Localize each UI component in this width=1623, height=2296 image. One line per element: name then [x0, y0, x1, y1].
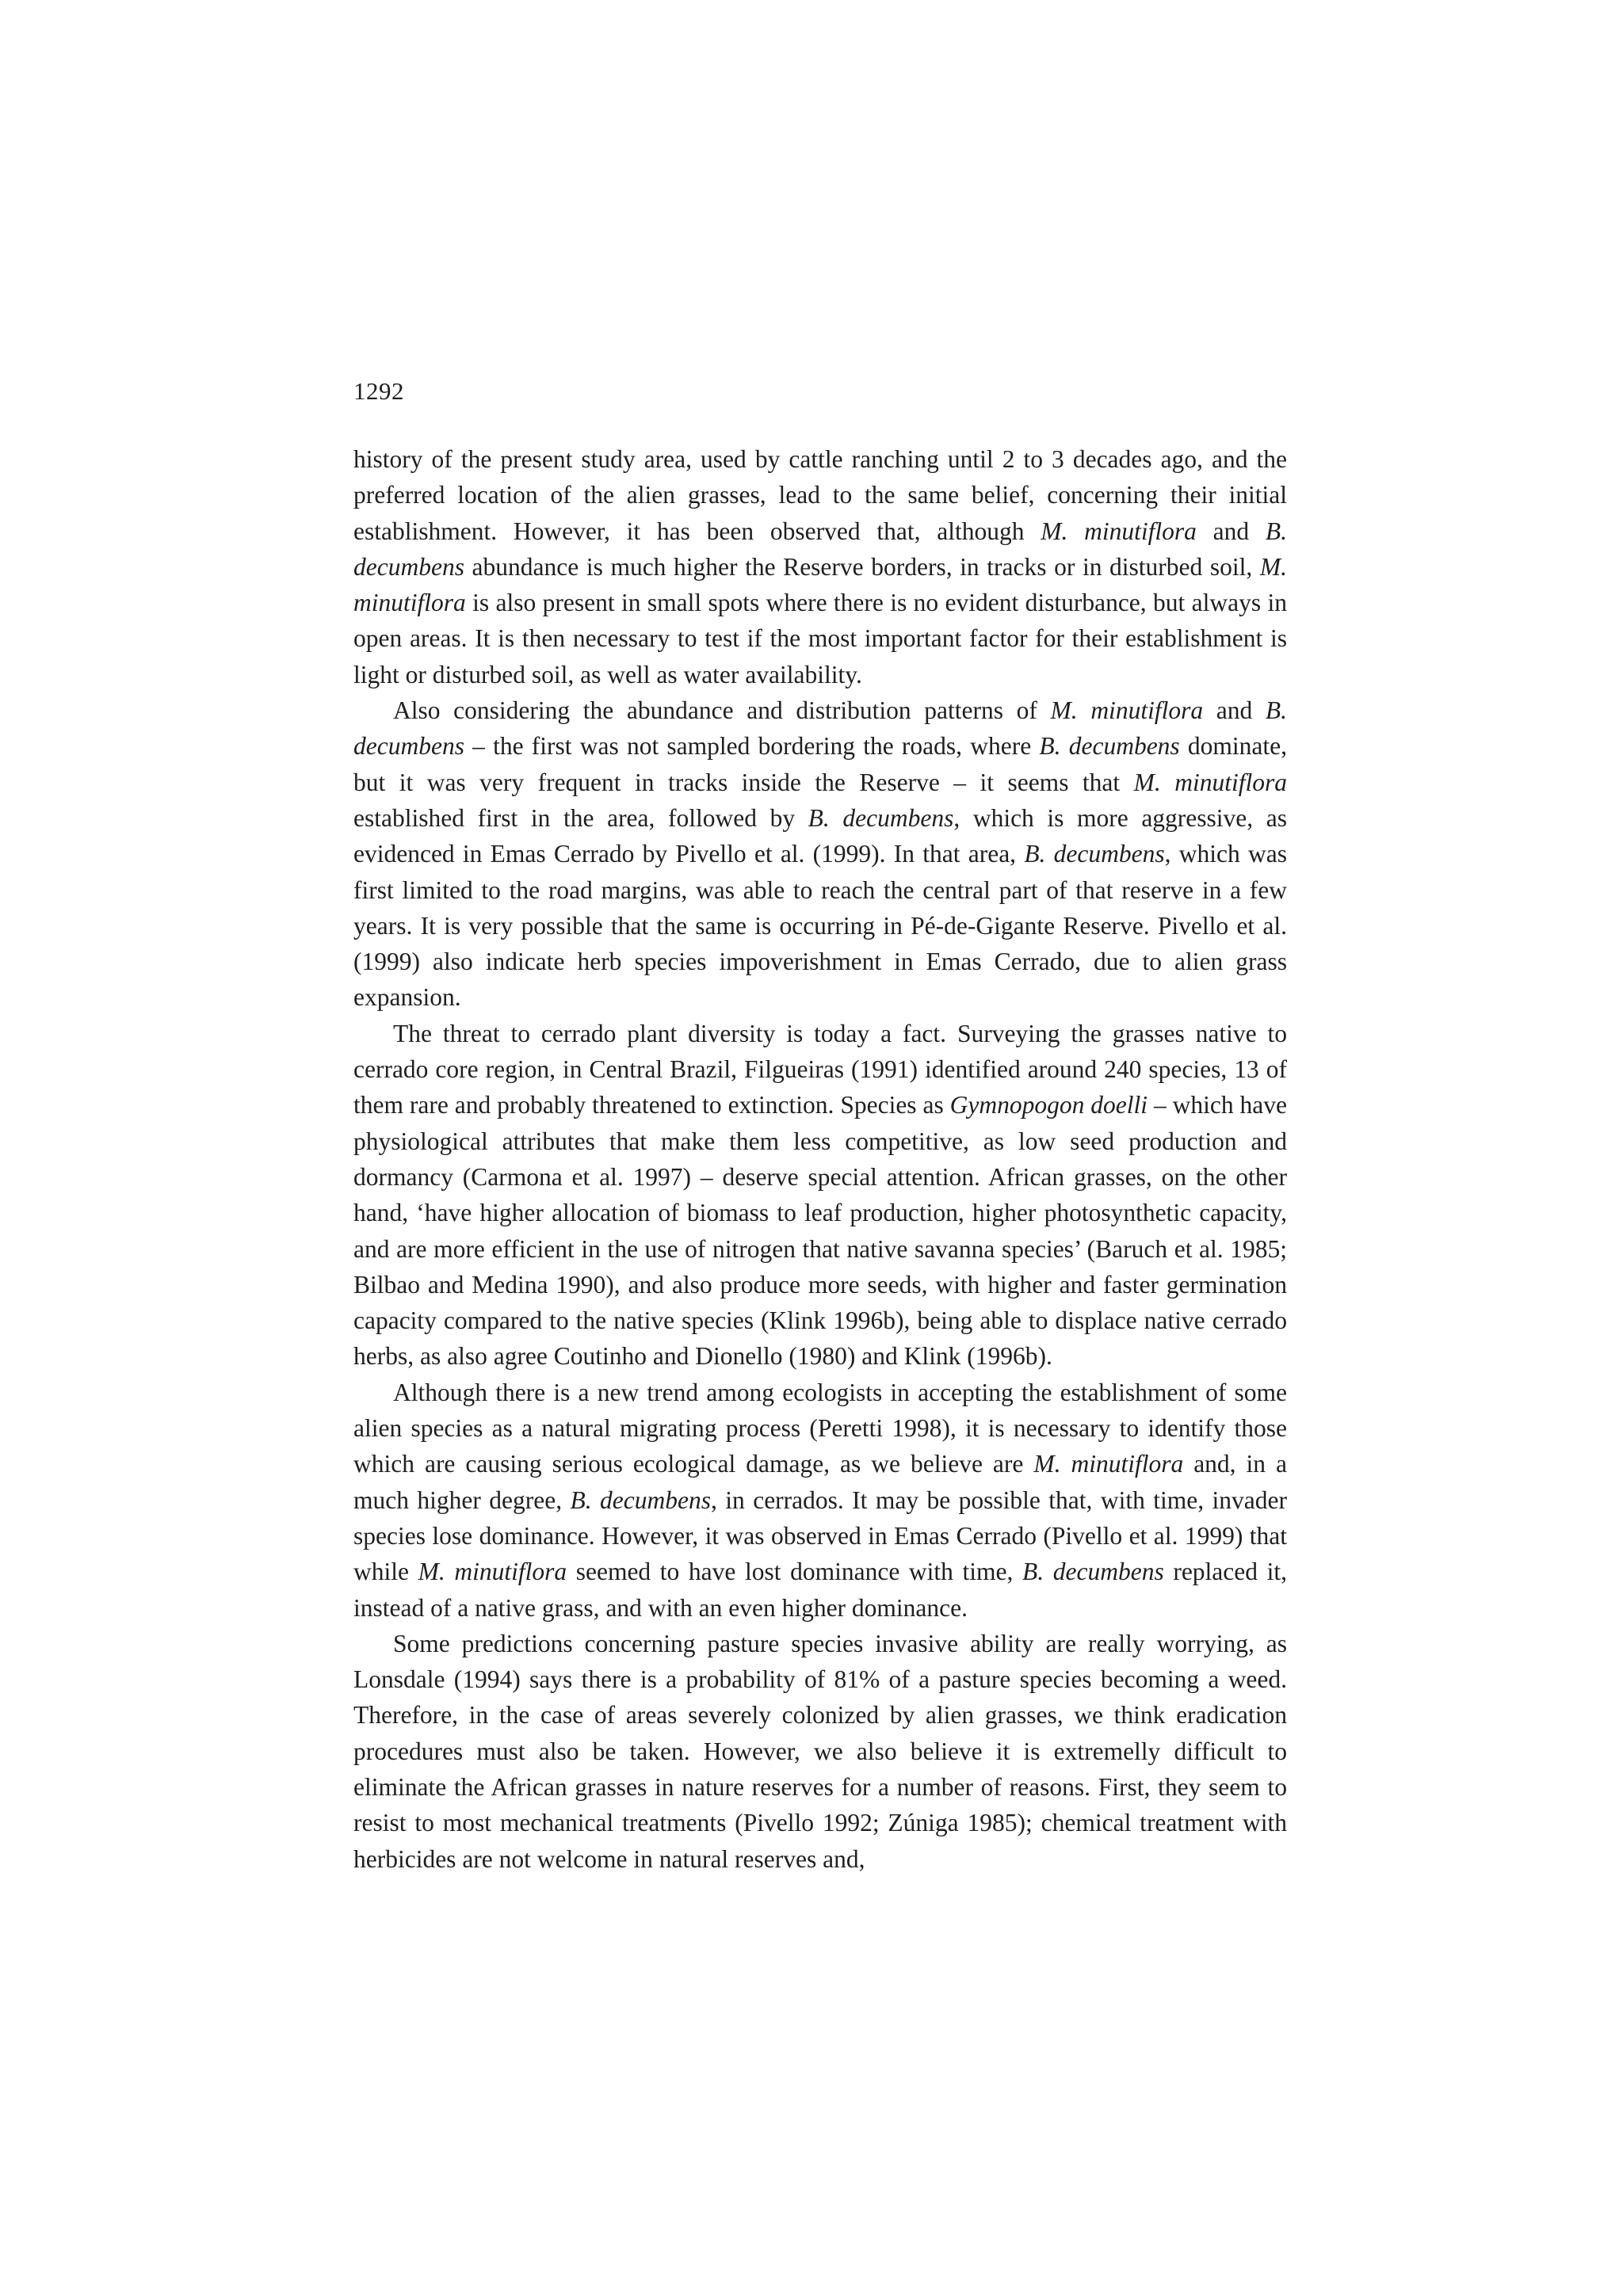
text-run: The threat to cerrado plant diversity is today a fact. Surveying the grasses native to cerrado core region, in Central Brazil, Filgueiras (1991) identified around 240 species, 13 of them rare and probably threatened to extinction. Species as [353, 1019, 1287, 1119]
text-run: dominate, but it was very frequent in tracks inside the Reserve – it seems that [353, 732, 1287, 796]
text-run: seemed to have lost dominance with time, [567, 1558, 1023, 1586]
species-name: M. minutiflora [353, 552, 1287, 617]
text-run: Although there is a new trend among ecologists in accepting the establishment of some alien species as a natural migrating process (Peretti 1998), it is necessary to identify those which are causing serious ecological damage, as we believe are [353, 1378, 1287, 1478]
text-run: – the first was not sampled bordering the roads, where [464, 732, 1040, 761]
species-name: Gymnopogon doelli [949, 1091, 1148, 1119]
paragraph [353, 692, 1287, 1016]
paragraph [353, 1626, 1287, 1877]
species-name: M. minutiflora [418, 1558, 567, 1586]
species-name: M. minutiflora [1041, 517, 1197, 545]
text-run: , which is more aggressive, as evidenced in Emas Cerrado by Pivello et al. (1999). In that area, [353, 803, 1287, 868]
page-number: 1292 [353, 377, 404, 405]
paragraph [353, 1375, 1287, 1626]
species-name: B. decumbens [808, 803, 954, 832]
text-run: established first in the area, followed by [353, 803, 808, 832]
text-run: Some predictions concerning pasture species invasive ability are really worrying, as Lonsdale (1994) says there is a probability of 81% of a pasture species becoming a weed. Therefore, in the case of areas severely colonized by alien grasses, we think eradication procedures must also be taken. However, we also believe it is extremelly difficult to eliminate the African grasses in nature reserves for a number of reasons. First, they seem to resist to most mechanical treatments (Pivello 1992; Zúniga 1985); chemical treatment with herbicides are not welcome in natural reserves and, [353, 1629, 1287, 1873]
species-name: B. decumbens [570, 1486, 711, 1514]
species-name: M. minutiflora [1050, 696, 1204, 725]
body-text [353, 441, 1287, 1877]
species-name: B. decumbens [353, 517, 1287, 581]
species-name: M. minutiflora [1033, 1450, 1184, 1478]
text-run: , which was first limited to the road margins, was able to reach the central part of that reserve in a few years. It is very possible that the same is occurring in Pé-de-Gigante Reserve. Pivello et al. (1999) also indicate herb species impoverishment in Emas Cerrado, due to alien grass expansion. [353, 840, 1287, 1012]
text-run: is also present in small spots where there is no evident disturbance, but always in open areas. It is then necessary to test if the most important factor for their establishment is light or disturbed soil, as well as water availability. [353, 589, 1287, 688]
text-run: and [1196, 517, 1266, 545]
text-run: history of the present study area, used by cattle ranching until 2 to 3 decades ago, and the preferred location of the alien grasses, lead to the same belief, concerning their initial establishment. However, it has been observed that, although [353, 445, 1287, 545]
text-run: abundance is much higher the Reserve borders, in tracks or in disturbed soil, [464, 552, 1260, 581]
species-name: B. decumbens [353, 696, 1288, 761]
species-name: B. decumbens [1024, 840, 1165, 868]
paragraph [353, 1016, 1287, 1375]
text-run: and, in a much higher degree, [353, 1450, 1288, 1514]
text-run: – which have physiological attributes that make them less competitive, as low seed production and dormancy (Carmona et al. 1997) – deserve special attention. African grasses, on the other hand, ‘have higher allocation of biomass to leaf production, higher photosynthetic capacity, and are more efficient in the use of nitrogen that native savanna species’ (Baruch et al. 1985; Bilbao and Medina 1990), and also produce more seeds, with higher and faster germination capacity compared to the native species (Klink 1996b), being able to displace native cerrado herbs, as also agree Coutinho and Dionello (1980) and Klink (1996b). [353, 1091, 1288, 1371]
species-name: B. decumbens [1022, 1558, 1164, 1586]
text-run: Also considering the abundance and distribution patterns of [393, 696, 1051, 725]
text-run: replaced it, instead of a native grass, and with an even higher dominance. [353, 1558, 1287, 1622]
species-name: B. decumbens [1039, 732, 1180, 761]
paragraph [353, 441, 1287, 692]
species-name: M. minutiflora [1133, 768, 1287, 796]
text-run: and [1203, 696, 1266, 725]
text-run: , in cerrados. It may be possible that, with time, invader species lose dominance. However, it was observed in Emas Cerrado (Pivello et al. 1999) that while [353, 1486, 1287, 1586]
